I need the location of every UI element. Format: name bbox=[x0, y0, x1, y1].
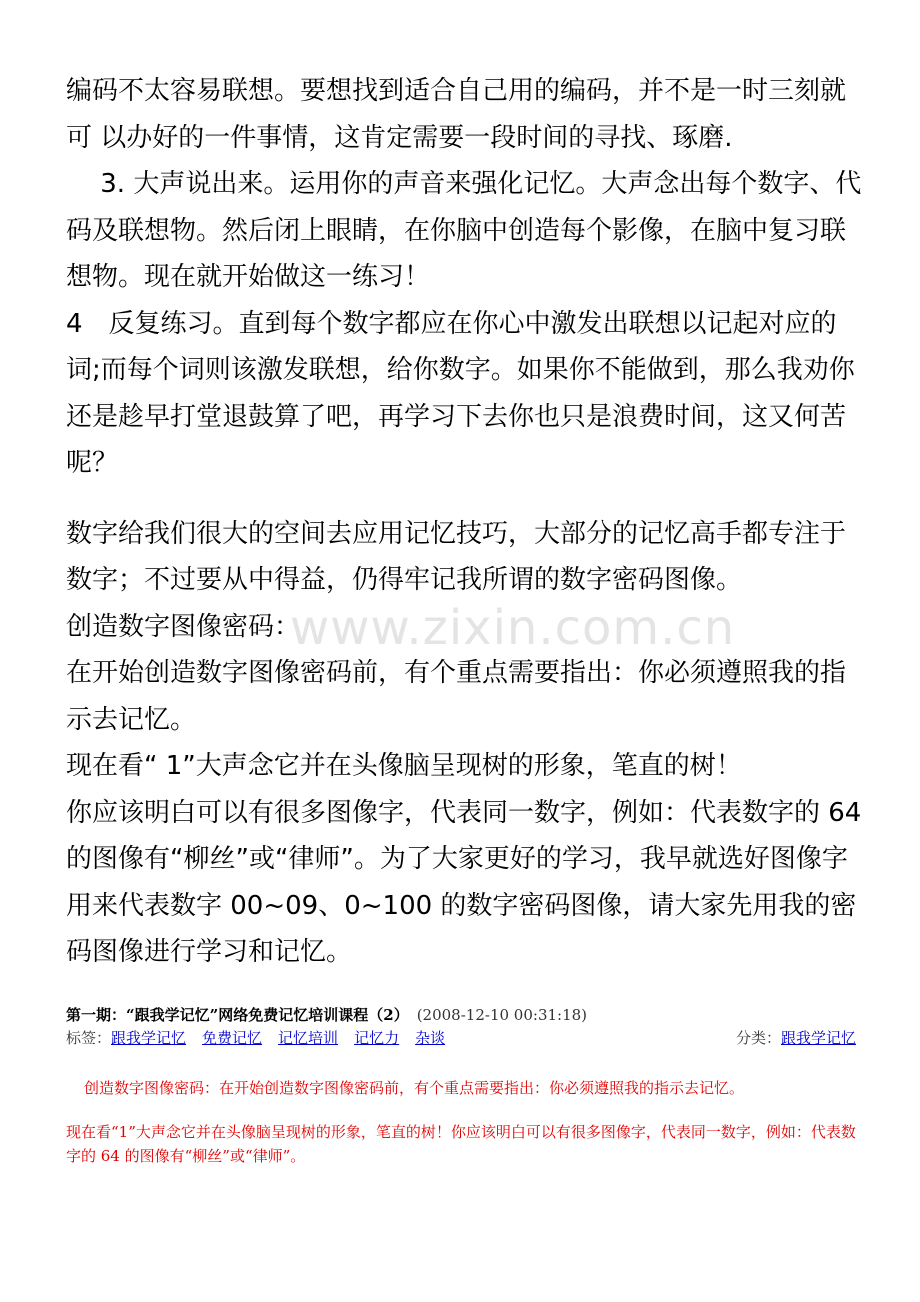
paragraph-step-3: 3. 大声说出来。运用你的声音来强化记忆。大声念出每个数字、代码及联想物。然后闭上眼睛，在你脑中创造每个影像，在脑中复习联想物。现在就开始做这一练习！ bbox=[66, 169, 862, 292]
tag-list bbox=[66, 1026, 461, 1050]
paragraph-encoding: 编码不太容易联想。要想找到适合自己用的编码，并不是一时三刻就可 以办好的一件事情，这肯定需要一段时间的寻找、琢磨. bbox=[66, 76, 847, 153]
paragraph-image-words: 你应该明白可以有很多图像字，代表同一数字，例如：代表数字的 64 的图像有“柳丝”或“律师”。为了大家更好的学习，我早就选好图像字用来代表数字 00~09、0~100 的数字密码图像，请大家先用我的密码图像进行学习和记忆。 bbox=[66, 797, 862, 967]
blog-post bbox=[66, 1004, 856, 1168]
paragraph-important-note: 在开始创造数字图像密码前，有个重点需要指出：你必须遵照我的指示去记忆。 bbox=[66, 658, 847, 735]
paragraph-gap bbox=[66, 487, 866, 511]
paragraph-look-at-one: 现在看“ 1”大声念它并在头像脑呈现树的形象，笔直的树！ bbox=[66, 751, 742, 781]
blog-date: (2008-12-10 00:31:18) bbox=[416, 1006, 588, 1024]
paragraph-numbers-space: 数字给我们很大的空间去应用记忆技巧，大部分的记忆高手都专注于数字；不过要从中得益，仍得牢记我所谓的数字密码图像。 bbox=[66, 518, 847, 595]
tag-link-follow-memory[interactable]: 跟我学记忆 bbox=[111, 1029, 187, 1047]
category bbox=[736, 1026, 856, 1050]
tag-link-memory-training[interactable]: 记忆培训 bbox=[278, 1029, 339, 1047]
tags-label: 标签： bbox=[66, 1029, 112, 1047]
tag-link-misc[interactable]: 杂谈 bbox=[415, 1029, 446, 1047]
category-link[interactable]: 跟我学记忆 bbox=[780, 1029, 856, 1047]
blog-title-line bbox=[66, 1004, 856, 1026]
red-paragraph-look: 现在看“1”大声念它并在头像脑呈现树的形象，笔直的树！你应该明白可以有很多图像字，代表同一数字，例如：代表数字的 64 的图像有“柳丝”或“律师”。 bbox=[66, 1123, 856, 1165]
tag-link-free-memory[interactable]: 免费记忆 bbox=[202, 1029, 263, 1047]
watermark: www.zixin.com.cn bbox=[290, 600, 736, 656]
body-text bbox=[66, 68, 866, 976]
blog-title: 第一期：“跟我学记忆”网络免费记忆培训课程（2） bbox=[66, 1006, 409, 1024]
paragraph-step-4: 4 反复练习。直到每个数字都应在你心中激发出联想以记起对应的词;而每个词则该激发联想，给你数字。如果你不能做到，那么我劝你还是趁早打堂退鼓算了吧，再学习下去你也只是浪费时间，这又何苦呢？ bbox=[66, 308, 855, 478]
tag-link-memory-power[interactable]: 记忆力 bbox=[354, 1029, 400, 1047]
tags-line bbox=[66, 1026, 856, 1050]
paragraph-create-heading: 创造数字图像密码： bbox=[66, 611, 301, 642]
red-paragraph-create: 创造数字图像密码：在开始创造数字图像密码前，有个重点需要指出：你必须遵照我的指示去记忆。 bbox=[84, 1079, 745, 1097]
category-label: 分类： bbox=[735, 1029, 781, 1047]
